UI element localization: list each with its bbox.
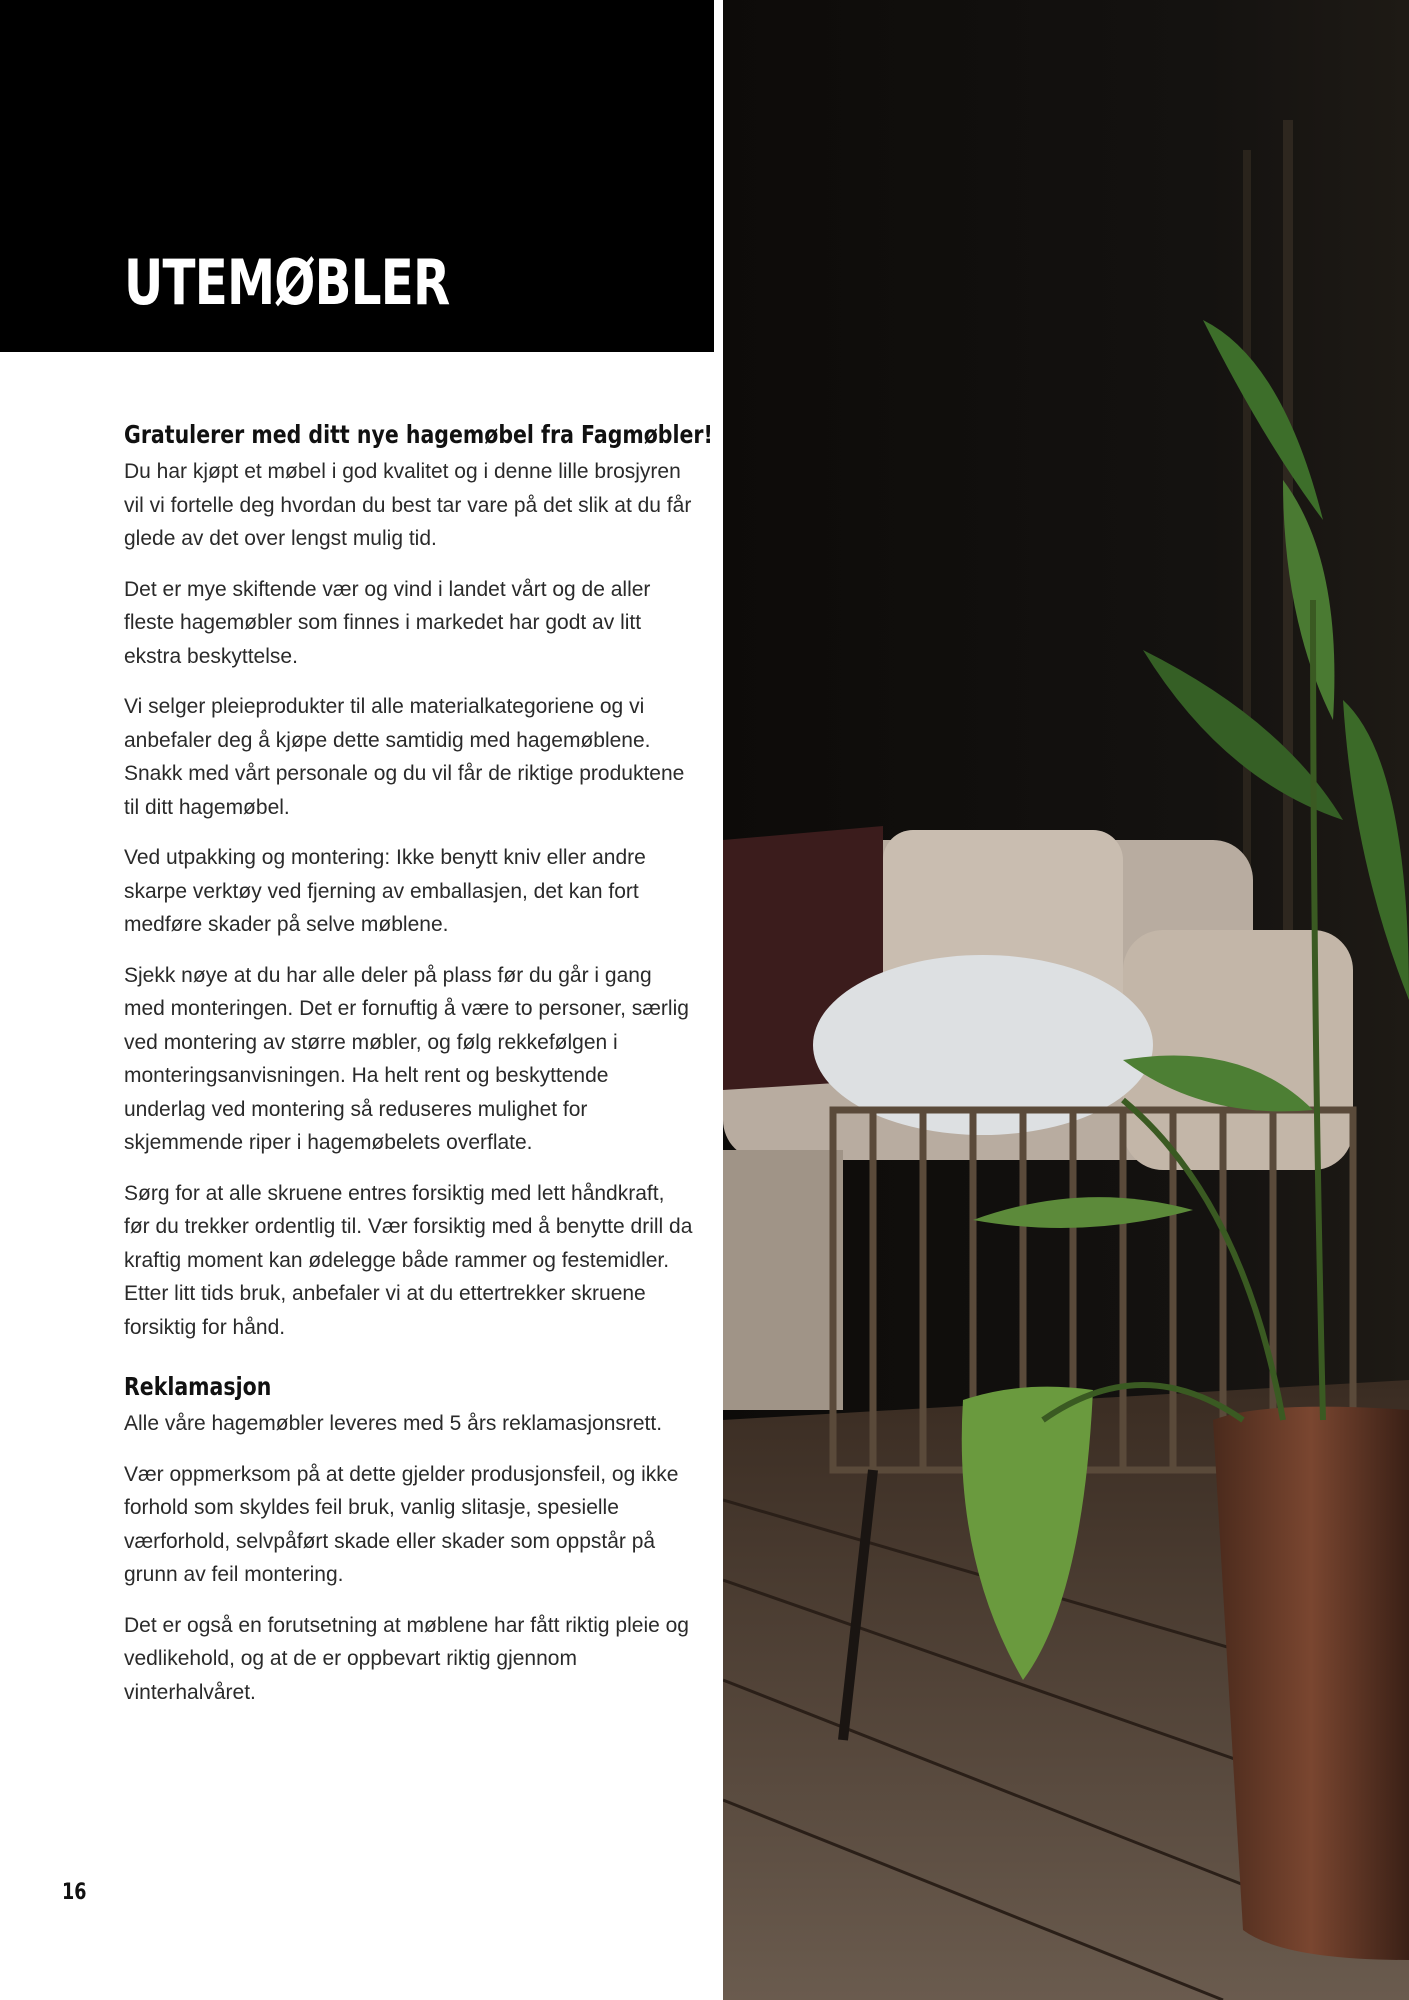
main-text xyxy=(124,420,713,1726)
page-number: 16 xyxy=(62,1880,87,1905)
reklamasjon-heading: Reklamasjon xyxy=(124,1372,272,1401)
paragraph: Det er mye skiftende vær og vind i landet vårt og de aller fleste hagemøbler som finnes i markedet har godt av litt ekstra beskyttelse. xyxy=(124,577,651,668)
intro-heading: Gratulerer med ditt nye hagemøbel fra Fagmøbler! xyxy=(124,420,713,449)
paragraph: Vær oppmerksom på at dette gjelder produsjonsfeil, og ikke forhold som skyldes feil bruk, vanlig slitasje, spesielle værforhold, selvpåført skade eller skader som oppstår på grunn av feil montering. xyxy=(124,1462,679,1586)
paragraph: Du har kjøpt et møbel i god kvalitet og i denne lille brosjyren vil vi fortelle deg hvordan du best tar vare på det slik at du får glede av det over lengst mulig tid. xyxy=(124,460,692,550)
garden-sofa-photo xyxy=(723,0,1409,2000)
page-title: UTEMØBLER xyxy=(124,246,450,319)
paragraph: Vi selger pleieprodukter til alle materialkategoriene og vi anbefaler deg å kjøpe dette samtidig med hagemøblene. Snakk med vårt personale og du vil får de riktige produktene til ditt hagemøbel. xyxy=(124,695,685,819)
paragraph: Det er også en forutsetning at møblene har fått riktig pleie og vedlikehold, og at de er oppbevart riktig gjennom vinterhalvåret. xyxy=(124,1613,689,1704)
paragraph: Ved utpakking og montering: Ikke benytt kniv eller andre skarpe verktøy ved fjerning av emballasjen, det kan fort medføre skader på selve møblene. xyxy=(124,846,646,936)
header-banner xyxy=(0,0,714,352)
paragraph: Sørg for at alle skruene entres forsiktig med lett håndkraft, før du trekker ordentlig til. Vær forsiktig med å benytte drill da kraftig moment kan ødelegge både rammer og festemidler. Etter litt tids bruk, anbefaler vi at du ettertrekker skruene forsiktig for hånd. xyxy=(124,1181,693,1339)
paragraph: Sjekk nøye at du har alle deler på plass før du går i gang med monteringen. Det er fornuftig å være to personer, særlig ved montering av større møbler, og følg rekkefølgen i monteringsanvisningen. Ha helt rent og beskyttende underlag ved montering så reduseres mulighet for skjemmende riper i hagemøbelets overflate. xyxy=(124,963,689,1154)
paragraph: Alle våre hagemøbler leveres med 5 års reklamasjonsrett. xyxy=(124,1412,663,1435)
